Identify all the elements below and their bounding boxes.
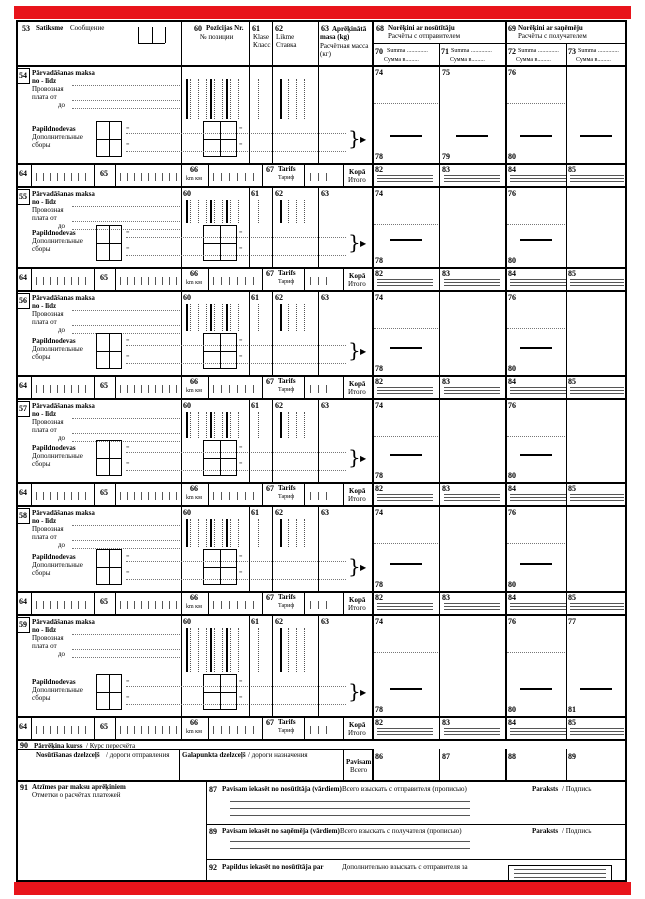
col-c74-number: 74 bbox=[375, 617, 383, 626]
col-s82-number: 82 bbox=[375, 165, 383, 174]
additional-fees-lv: Papildnodevas bbox=[32, 229, 76, 237]
col-c77-number: 77 bbox=[568, 617, 576, 626]
arrow-right-icon: ▶ bbox=[360, 239, 367, 248]
f66-number: 66 bbox=[190, 377, 198, 386]
f65-number: 65 bbox=[100, 488, 108, 497]
f73-label-lv: Summa .............. bbox=[578, 48, 619, 54]
brace-icon: } bbox=[348, 679, 361, 703]
from-to-lv: no - līdz bbox=[32, 198, 57, 206]
f90-label-lv: Pārrēķina kurss bbox=[34, 742, 83, 750]
sign-label-lv-2: Paraksts bbox=[532, 827, 559, 835]
col-s82-number: 82 bbox=[375, 593, 383, 602]
f72-label-lv: Summa .............. bbox=[518, 48, 559, 54]
f61-label-ru: Класс bbox=[253, 41, 271, 49]
f92-label-lv: Papildus iekasēt no nosūtītāja par bbox=[222, 863, 324, 871]
f63-number: 63 bbox=[321, 401, 329, 410]
col-s83-number: 83 bbox=[442, 593, 450, 602]
f63-number: 63 bbox=[321, 189, 329, 198]
f62-number: 62 bbox=[275, 401, 283, 410]
f60-number: 60 bbox=[183, 189, 191, 198]
f60-label-ru: № позиции bbox=[200, 33, 234, 41]
col-c80-number: 80 bbox=[508, 580, 516, 589]
f71-number: 71 bbox=[441, 47, 449, 56]
col-c80-number: 80 bbox=[508, 364, 516, 373]
f91-label-ru: Отметки о расчётах платежей bbox=[32, 791, 121, 799]
f67-number: 67 bbox=[266, 593, 274, 602]
col-s84-number: 84 bbox=[508, 269, 516, 278]
additional-fees-lv: Papildnodevas bbox=[32, 678, 76, 686]
f64-number: 64 bbox=[19, 722, 27, 731]
col-c74-number: 74 bbox=[375, 508, 383, 517]
additional-fees-ru2: сборы bbox=[32, 569, 51, 577]
col-c76-number: 76 bbox=[508, 617, 516, 626]
f60-number: 60 bbox=[183, 401, 191, 410]
f87-number: 87 bbox=[442, 752, 450, 761]
col-s83-number: 83 bbox=[442, 718, 450, 727]
from-ru: плата от bbox=[32, 533, 57, 541]
from-to-lv: no - līdz bbox=[32, 77, 57, 85]
brace-icon: } bbox=[348, 445, 361, 469]
tariff-label-ru: Тариф bbox=[278, 279, 295, 285]
f69-label-lv: Norēķini ar saņēmēju bbox=[518, 24, 583, 32]
col-s85-number: 85 bbox=[568, 269, 576, 278]
f61-number: 61 bbox=[252, 24, 260, 33]
f63-number: 63 bbox=[321, 508, 329, 517]
block-number: 56 bbox=[19, 296, 27, 305]
f69-number: 69 bbox=[508, 24, 516, 33]
f62-number: 62 bbox=[275, 293, 283, 302]
f67-number: 67 bbox=[266, 718, 274, 727]
km-label: km км bbox=[186, 495, 202, 501]
col-c81-number: 81 bbox=[568, 705, 576, 714]
tariff-label-lv: Tarifs bbox=[278, 269, 296, 277]
top-red-bar bbox=[14, 6, 631, 19]
dash-sender bbox=[390, 688, 422, 690]
col-s82-number: 82 bbox=[375, 377, 383, 386]
arrow-right-icon: ▶ bbox=[360, 688, 367, 697]
to-ru: до bbox=[58, 101, 66, 109]
col-s82-number: 82 bbox=[375, 718, 383, 727]
f65-number: 65 bbox=[100, 381, 108, 390]
dest-railway-lv: Galapunkta dzelzceļš bbox=[182, 751, 246, 759]
col-c80-number: 80 bbox=[508, 152, 516, 161]
km-label: km км bbox=[186, 729, 202, 735]
additional-fees-lv: Papildnodevas bbox=[32, 553, 76, 561]
additional-fees-ru1: Дополнительные bbox=[32, 561, 83, 569]
f63-label-lv: Aprēķinātā masa (kg) bbox=[320, 25, 367, 41]
f71-label-lv: Summa .............. bbox=[451, 48, 492, 54]
f72-label-ru: Сумма в......... bbox=[516, 57, 551, 63]
total-label-lv: Kopā bbox=[349, 487, 366, 495]
additional-fees-lv: Papildnodevas bbox=[32, 444, 76, 452]
f89b-label-ru: Всего взыскать с получателя (прописью) bbox=[340, 827, 462, 835]
f87b-number: 87 bbox=[209, 785, 217, 794]
to-ru: до bbox=[58, 650, 66, 658]
tariff-label-ru: Тариф bbox=[278, 603, 295, 609]
block-number: 58 bbox=[19, 511, 27, 520]
total-label-lv: Kopā bbox=[349, 596, 366, 604]
dash-sender bbox=[390, 454, 422, 456]
f64-number: 64 bbox=[19, 488, 27, 497]
f67-number: 67 bbox=[266, 269, 274, 278]
from-ru: плата от bbox=[32, 214, 57, 222]
f61-number: 61 bbox=[251, 401, 259, 410]
col-c80-number: 80 bbox=[508, 705, 516, 714]
col-c76-number: 76 bbox=[508, 189, 516, 198]
f63-label-ru: Расчётная масса (кг) bbox=[320, 42, 369, 58]
total-label-ru: Итого bbox=[348, 176, 366, 184]
from-to-lv: no - līdz bbox=[32, 410, 57, 418]
f65-number: 65 bbox=[100, 722, 108, 731]
col-s85-number: 85 bbox=[568, 165, 576, 174]
dash-receiver bbox=[520, 454, 552, 456]
col-c76-number: 76 bbox=[508, 401, 516, 410]
col-s83-number: 83 bbox=[442, 377, 450, 386]
additional-fees-ru2: сборы bbox=[32, 353, 51, 361]
f60-number: 60 bbox=[183, 617, 191, 626]
f63-number: 63 bbox=[321, 293, 329, 302]
block-number: 54 bbox=[19, 71, 27, 80]
tariff-label-lv: Tarifs bbox=[278, 165, 296, 173]
transport-charge-lv: Pārvadāšanas maksa bbox=[32, 69, 95, 77]
f89b-number: 89 bbox=[209, 827, 217, 836]
tariff-label-lv: Tarifs bbox=[278, 484, 296, 492]
f65-number: 65 bbox=[100, 169, 108, 178]
sender-railway-lv: Nosūtīšanas dzelzceļš bbox=[36, 751, 100, 759]
transport-charge-ru: Провозная bbox=[32, 310, 64, 318]
f70-label-ru: Сумма в......... bbox=[384, 57, 419, 63]
f61-number: 61 bbox=[251, 189, 259, 198]
tariff-label-lv: Tarifs bbox=[278, 377, 296, 385]
additional-fees-ru2: сборы bbox=[32, 141, 51, 149]
sign-label-ru-2: / Подпись bbox=[562, 827, 592, 835]
f89b-label-lv: Pavisam iekasēt no saņēmēja (vārdiem) bbox=[222, 827, 340, 835]
bottom-red-bar bbox=[14, 882, 631, 895]
f66-number: 66 bbox=[190, 269, 198, 278]
transport-charge-ru: Провозная bbox=[32, 525, 64, 533]
col-s84-number: 84 bbox=[508, 377, 516, 386]
from-ru: плата от bbox=[32, 93, 57, 101]
f68-label-ru: Расчёты с отправителем bbox=[388, 32, 461, 40]
f62-number: 62 bbox=[275, 617, 283, 626]
f60-number: 60 bbox=[194, 24, 202, 33]
km-label: km км bbox=[186, 176, 202, 182]
total-label-ru: Итого bbox=[348, 729, 366, 737]
col-c78-number: 78 bbox=[375, 471, 383, 480]
f87b-label-ru: Всего взыскать с отправителя (прописью) bbox=[342, 785, 467, 793]
transport-charge-ru: Провозная bbox=[32, 418, 64, 426]
pavisam-label-ru: Всего bbox=[350, 766, 368, 774]
col-c74-number: 74 bbox=[375, 293, 383, 302]
km-label: km км bbox=[186, 388, 202, 394]
from-ru: плата от bbox=[32, 426, 57, 434]
tariff-label-lv: Tarifs bbox=[278, 718, 296, 726]
f62-number: 62 bbox=[275, 508, 283, 517]
f62-number: 62 bbox=[275, 189, 283, 198]
col-c78-number: 78 bbox=[375, 152, 383, 161]
col-c80-number: 80 bbox=[508, 256, 516, 265]
f66-number: 66 bbox=[190, 165, 198, 174]
f66-number: 66 bbox=[190, 593, 198, 602]
sender-railway-ru: / дороги отправления bbox=[106, 751, 170, 759]
col-s84-number: 84 bbox=[508, 593, 516, 602]
transport-charge-ru: Провозная bbox=[32, 85, 64, 93]
dash-receiver bbox=[520, 347, 552, 349]
f90-number: 90 bbox=[20, 741, 28, 750]
tariff-label-ru: Тариф bbox=[278, 728, 295, 734]
col-s82-number: 82 bbox=[375, 484, 383, 493]
total-label-ru: Итого bbox=[348, 280, 366, 288]
additional-fees-ru1: Дополнительные bbox=[32, 133, 83, 141]
from-to-lv: no - līdz bbox=[32, 626, 57, 634]
dash-receiver-2 bbox=[580, 688, 612, 690]
from-to-lv: no - līdz bbox=[32, 302, 57, 310]
additional-fees-lv: Papildnodevas bbox=[32, 337, 76, 345]
dash-receiver bbox=[520, 135, 552, 137]
dash-sender bbox=[390, 347, 422, 349]
block-number: 55 bbox=[19, 192, 27, 201]
f88-number: 88 bbox=[508, 752, 516, 761]
to-ru: до bbox=[58, 434, 66, 442]
transport-charge-ru: Провозная bbox=[32, 206, 64, 214]
to-ru: до bbox=[58, 326, 66, 334]
total-label-ru: Итого bbox=[348, 495, 366, 503]
f53-label-lv: Satiksme bbox=[36, 24, 64, 32]
total-label-lv: Kopā bbox=[349, 272, 366, 280]
col-s83-number: 83 bbox=[442, 165, 450, 174]
tariff-label-ru: Тариф bbox=[278, 387, 295, 393]
km-label: km км bbox=[186, 280, 202, 286]
arrow-right-icon: ▶ bbox=[360, 135, 367, 144]
f67-number: 67 bbox=[266, 377, 274, 386]
f61-number: 61 bbox=[251, 617, 259, 626]
additional-fees-ru2: сборы bbox=[32, 694, 51, 702]
col-c76-number: 76 bbox=[508, 293, 516, 302]
f67-number: 67 bbox=[266, 484, 274, 493]
f91-number: 91 bbox=[20, 783, 28, 792]
col-c80-number: 80 bbox=[508, 471, 516, 480]
total-label-lv: Kopā bbox=[349, 380, 366, 388]
f61-label-lv: Klase bbox=[253, 33, 269, 41]
from-to-lv: no - līdz bbox=[32, 517, 57, 525]
f72-number: 72 bbox=[508, 47, 516, 56]
col-c76-number: 76 bbox=[508, 68, 516, 77]
f61-number: 61 bbox=[251, 508, 259, 517]
additional-fees-ru2: сборы bbox=[32, 245, 51, 253]
brace-icon: } bbox=[348, 554, 361, 578]
f53-number: 53 bbox=[22, 24, 30, 33]
f60-number: 60 bbox=[183, 508, 191, 517]
total-label-ru: Итого bbox=[348, 604, 366, 612]
arrow-right-icon: ▶ bbox=[360, 347, 367, 356]
col-c74-number: 74 bbox=[375, 401, 383, 410]
col-c78-number: 78 bbox=[375, 364, 383, 373]
additional-fees-ru2: сборы bbox=[32, 460, 51, 468]
f62-number: 62 bbox=[275, 24, 283, 33]
brace-icon: } bbox=[348, 230, 361, 254]
f92-label-ru: Дополнительно взыскать с отправителя за bbox=[342, 863, 468, 871]
f63-number: 63 bbox=[321, 24, 329, 33]
f62-label-lv: Likme bbox=[276, 33, 295, 41]
col-c78-number: 78 bbox=[375, 580, 383, 589]
sign-label-lv-1: Paraksts bbox=[532, 785, 559, 793]
to-ru: до bbox=[58, 541, 66, 549]
f66-number: 66 bbox=[190, 484, 198, 493]
f64-number: 64 bbox=[19, 169, 27, 178]
additional-fees-ru1: Дополнительные bbox=[32, 452, 83, 460]
col-s83-number: 83 bbox=[442, 269, 450, 278]
f65-number: 65 bbox=[100, 597, 108, 606]
f61-number: 61 bbox=[251, 293, 259, 302]
col-s84-number: 84 bbox=[508, 718, 516, 727]
dash-sender bbox=[390, 563, 422, 565]
additional-fees-ru1: Дополнительные bbox=[32, 345, 83, 353]
block-number: 59 bbox=[19, 620, 27, 629]
tariff-label-ru: Тариф bbox=[278, 494, 295, 500]
f92-number: 92 bbox=[209, 863, 217, 872]
tariff-label-lv: Tarifs bbox=[278, 593, 296, 601]
f67-number: 67 bbox=[266, 165, 274, 174]
col-c76-number: 76 bbox=[508, 508, 516, 517]
pavisam-label-lv: Pavisam bbox=[346, 758, 372, 766]
f70-label-lv: Summa .............. bbox=[387, 48, 428, 54]
arrow-right-icon: ▶ bbox=[360, 454, 367, 463]
dash-sender bbox=[390, 239, 422, 241]
dash-receiver-2 bbox=[580, 135, 612, 137]
f65-number: 65 bbox=[100, 273, 108, 282]
f64-number: 64 bbox=[19, 381, 27, 390]
col-s84-number: 84 bbox=[508, 165, 516, 174]
dash-receiver bbox=[520, 239, 552, 241]
col-c78-number: 78 bbox=[375, 705, 383, 714]
transport-charge-lv: Pārvadāšanas maksa bbox=[32, 294, 95, 302]
f69-label-ru: Расчёты с получателем bbox=[518, 32, 587, 40]
tariff-label-ru: Тариф bbox=[278, 175, 295, 181]
f64-number: 64 bbox=[19, 597, 27, 606]
f64-number: 64 bbox=[19, 273, 27, 282]
total-label-lv: Kopā bbox=[349, 721, 366, 729]
dash-receiver bbox=[520, 688, 552, 690]
dash-sender bbox=[390, 135, 422, 137]
col-s82-number: 82 bbox=[375, 269, 383, 278]
col-s85-number: 85 bbox=[568, 484, 576, 493]
f53-label-ru: Сообщение bbox=[70, 24, 105, 32]
f70-number: 70 bbox=[375, 47, 383, 56]
f87b-label-lv: Pavisam iekasēt no nosūtītāja (vārdiem) bbox=[222, 785, 342, 793]
col-s85-number: 85 bbox=[568, 593, 576, 602]
f68-number: 68 bbox=[376, 24, 384, 33]
from-ru: плата от bbox=[32, 318, 57, 326]
f71-label-ru: Сумма в......... bbox=[450, 57, 485, 63]
f68-label-lv: Norēķini ar nosūtītāju bbox=[388, 24, 455, 32]
f90-label-ru: / Курс пересчёта bbox=[86, 742, 136, 750]
transport-charge-lv: Pārvadāšanas maksa bbox=[32, 402, 95, 410]
sign-label-ru-1: / Подпись bbox=[562, 785, 592, 793]
f73-label-ru: Сумма в......... bbox=[576, 57, 611, 63]
transport-charge-lv: Pārvadāšanas maksa bbox=[32, 618, 95, 626]
f60-number: 60 bbox=[183, 293, 191, 302]
total-label-lv: Kopā bbox=[349, 168, 366, 176]
brace-icon: } bbox=[348, 338, 361, 362]
col-s84-number: 84 bbox=[508, 484, 516, 493]
additional-fees-ru1: Дополнительные bbox=[32, 686, 83, 694]
col-c75-number: 75 bbox=[442, 68, 450, 77]
col-s85-number: 85 bbox=[568, 377, 576, 386]
f89-number: 89 bbox=[568, 752, 576, 761]
to-ru: до bbox=[58, 222, 66, 230]
additional-fees-lv: Papildnodevas bbox=[32, 125, 76, 133]
additional-fees-ru1: Дополнительные bbox=[32, 237, 83, 245]
from-ru: плата от bbox=[32, 642, 57, 650]
arrow-right-icon: ▶ bbox=[360, 563, 367, 572]
f73-number: 73 bbox=[568, 47, 576, 56]
col-c74-number: 74 bbox=[375, 189, 383, 198]
transport-charge-lv: Pārvadāšanas maksa bbox=[32, 190, 95, 198]
f60-label-lv: Pozīcijas Nr. bbox=[206, 24, 244, 32]
f66-number: 66 bbox=[190, 718, 198, 727]
f63-number: 63 bbox=[321, 617, 329, 626]
col-c74-number: 74 bbox=[375, 68, 383, 77]
col-s83-number: 83 bbox=[442, 484, 450, 493]
col-c79-number: 79 bbox=[442, 152, 450, 161]
km-label: km км bbox=[186, 604, 202, 610]
total-label-ru: Итого bbox=[348, 388, 366, 396]
col-s85-number: 85 bbox=[568, 718, 576, 727]
transport-charge-lv: Pārvadāšanas maksa bbox=[32, 509, 95, 517]
f86-number: 86 bbox=[375, 752, 383, 761]
dash-sender-2 bbox=[456, 135, 488, 137]
transport-charge-ru: Провозная bbox=[32, 634, 64, 642]
f91-label-lv: Atzīmes par maksu aprēķiniem bbox=[32, 783, 126, 791]
brace-icon: } bbox=[348, 126, 361, 150]
block-number: 57 bbox=[19, 404, 27, 413]
f62-label-ru: Ставка bbox=[276, 41, 297, 49]
col-c78-number: 78 bbox=[375, 256, 383, 265]
dest-railway-ru: / дороги назначения bbox=[248, 751, 308, 759]
dash-receiver bbox=[520, 563, 552, 565]
